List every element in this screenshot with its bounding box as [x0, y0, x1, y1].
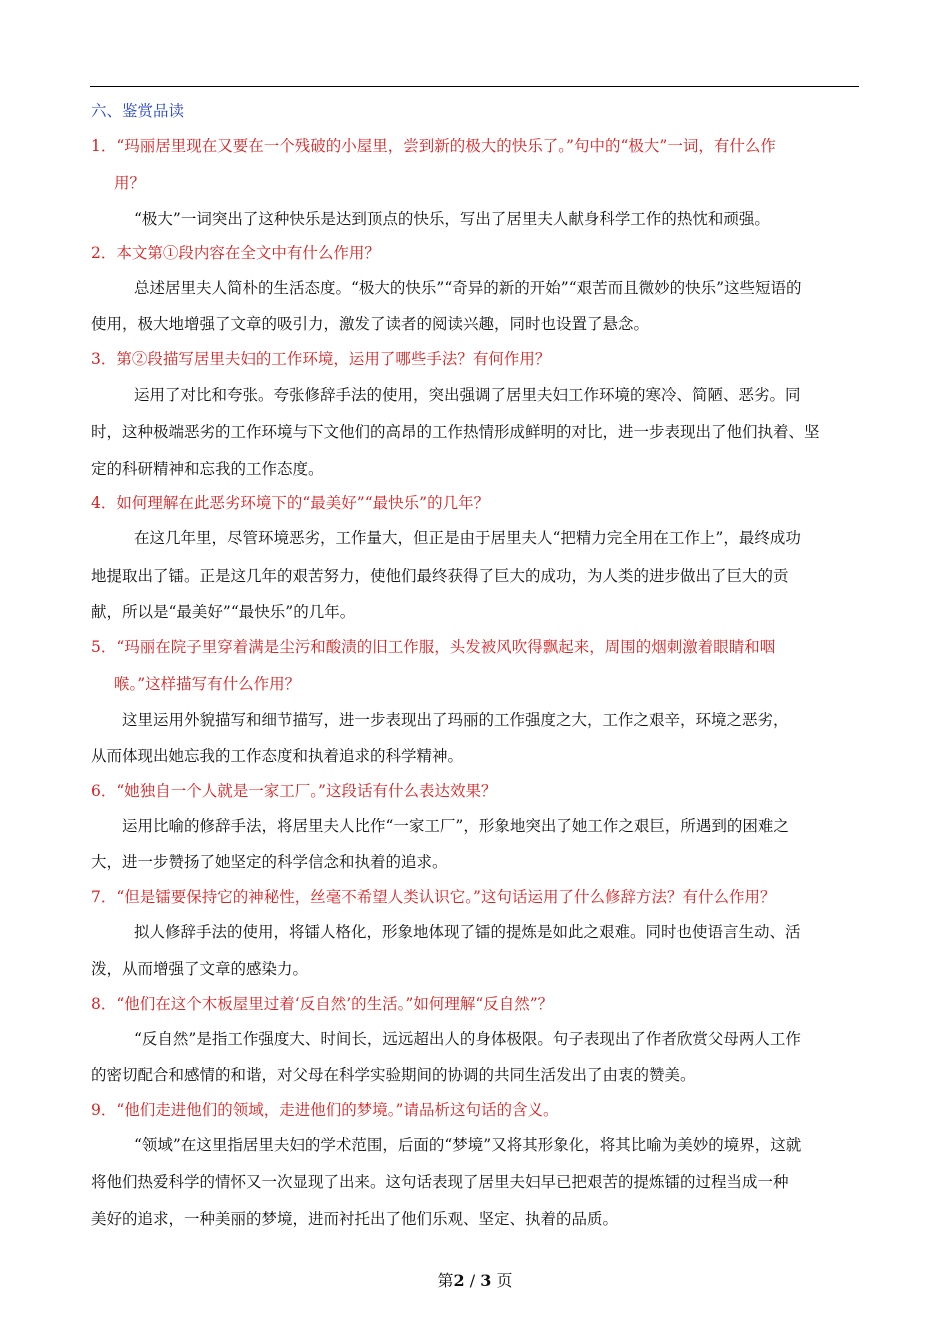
question-4: 4．如何理解在此恶劣环境下的“最美好”“最快乐”的几年？: [91, 494, 490, 512]
question-1-cont: 用？: [114, 174, 146, 192]
header-rule: [90, 86, 859, 87]
answer-3-line-3: 定的科研精神和忘我的工作态度。: [91, 460, 324, 478]
answer-4-line-2: 地提取出了镭。正是这几年的艰苦努力，使他们最终获得了巨大的成功，为人类的进步做出了巨大的贡: [91, 567, 789, 585]
answer-3-line-1: 运用了对比和夸张。夸张修辞手法的使用，突出强调了居里夫妇工作环境的寒冷、简陋、恶劣。同: [134, 386, 801, 404]
question-number: 6．: [91, 782, 117, 800]
answer-5-line-1: 这里运用外貌描写和细节描写，进一步表现出了玛丽的工作强度之大，工作之艰辛，环境之恶劣，: [122, 711, 789, 729]
answer-5-line-2: 从而体现出她忘我的工作态度和执着追求的科学精神。: [91, 747, 464, 765]
answer-8-line-2: 的密切配合和感情的和谐，对父母在科学实验期间的协调的共同生活发出了由衷的赞美。: [91, 1066, 696, 1084]
current-page: 2: [453, 1271, 465, 1290]
section-title: 六、鉴赏品读: [91, 102, 185, 120]
answer-8-line-1: “反自然”是指工作强度大、时间长，远远超出人的身体极限。句子表现出了作者欣赏父母两人工作: [134, 1030, 801, 1048]
question-5: 5．“玛丽在院子里穿着满是尘污和酸渍的旧工作服，头发被风吹得飘起来，周围的烟刺激着眼睛和咽: [91, 638, 776, 656]
answer-3-line-2: 时，这种极端恶劣的工作环境与下文他们的高昂的工作热情形成鲜明的对比，进一步表现出了他们执着、坚: [91, 423, 820, 441]
answer-6-line-1: 运用比喻的修辞手法，将居里夫人比作“一家工厂”，形象地突出了她工作之艰巨，所遇到的困难之: [122, 817, 789, 835]
question-number: 5．: [91, 638, 117, 656]
question-1: 1．“玛丽居里现在又要在一个残破的小屋里，尝到新的极大的快乐了。”句中的“极大”一词，有什么作: [91, 137, 776, 155]
question-number: 1．: [91, 137, 117, 155]
question-5-cont: 喉。”这样描写有什么作用？: [114, 675, 301, 693]
question-number: 8．: [91, 995, 117, 1013]
question-number: 7．: [91, 888, 117, 906]
question-3: 3．第②段描写居里夫妇的工作环境，运用了哪些手法？有何作用？: [91, 350, 551, 368]
question-number: 4．: [91, 494, 117, 512]
question-6: 6．“她独自一个人就是一家工厂。”这段话有什么表达效果？: [91, 782, 497, 800]
answer-2-line-1: 总述居里夫人简朴的生活态度。“极大的快乐”“奇异的新的开始”“艰苦而且微妙的快乐”这些短语的: [134, 279, 802, 297]
answer-9-line-1: “领域”在这里指居里夫妇的学术范围，后面的“梦境”又将其形象化，将其比喻为美妙的境界，这就: [134, 1136, 802, 1154]
answer-1-line-1: “极大”一词突出了这种快乐是达到顶点的快乐，写出了居里夫人献身科学工作的热忱和顽强。: [134, 210, 770, 228]
answer-9-line-3: 美好的追求，一种美丽的梦境，进而衬托出了他们乐观、坚定、执着的品质。: [91, 1210, 619, 1228]
question-number: 3．: [91, 350, 117, 368]
total-pages: 3: [480, 1271, 492, 1290]
answer-6-line-2: 大，进一步赞扬了她坚定的科学信念和执着的追求。: [91, 853, 448, 871]
question-number: 9．: [91, 1101, 117, 1119]
question-number: 2．: [91, 244, 117, 262]
page-footer: 第2 / 3 页: [437, 1271, 513, 1290]
answer-7-line-1: 拟人修辞手法的使用，将镭人格化，形象地体现了镭的提炼是如此之艰难。同时也使语言生动、活: [134, 923, 801, 941]
answer-2-line-2: 使用，极大地增强了文章的吸引力，激发了读者的阅读兴趣，同时也设置了悬念。: [91, 315, 650, 333]
answer-9-line-2: 将他们热爱科学的情怀又一次显现了出来。这句话表现了居里夫妇早已把艰苦的提炼镭的过程当成一种: [91, 1173, 789, 1191]
question-9: 9．“他们走进他们的领域，走进他们的梦境。”请品析这句话的含义。: [91, 1101, 559, 1119]
question-8: 8．“他们在这个木板屋里过着‘反自然’的生活。”如何理解“反自然”？: [91, 995, 554, 1013]
answer-4-line-3: 献，所以是“最美好”“最快乐”的几年。: [91, 603, 356, 621]
answer-7-line-2: 泼，从而增强了文章的感染力。: [91, 960, 309, 978]
question-2: 2．本文第①段内容在全文中有什么作用？: [91, 244, 380, 262]
answer-4-line-1: 在这几年里，尽管环境恶劣，工作量大，但正是由于居里夫人“把精力完全用在工作上”，最终成功: [134, 529, 801, 547]
question-7: 7．“但是镭要保持它的神秘性，丝毫不希望人类认识它。”这句话运用了什么修辞方法？有什么作用？: [91, 888, 776, 906]
